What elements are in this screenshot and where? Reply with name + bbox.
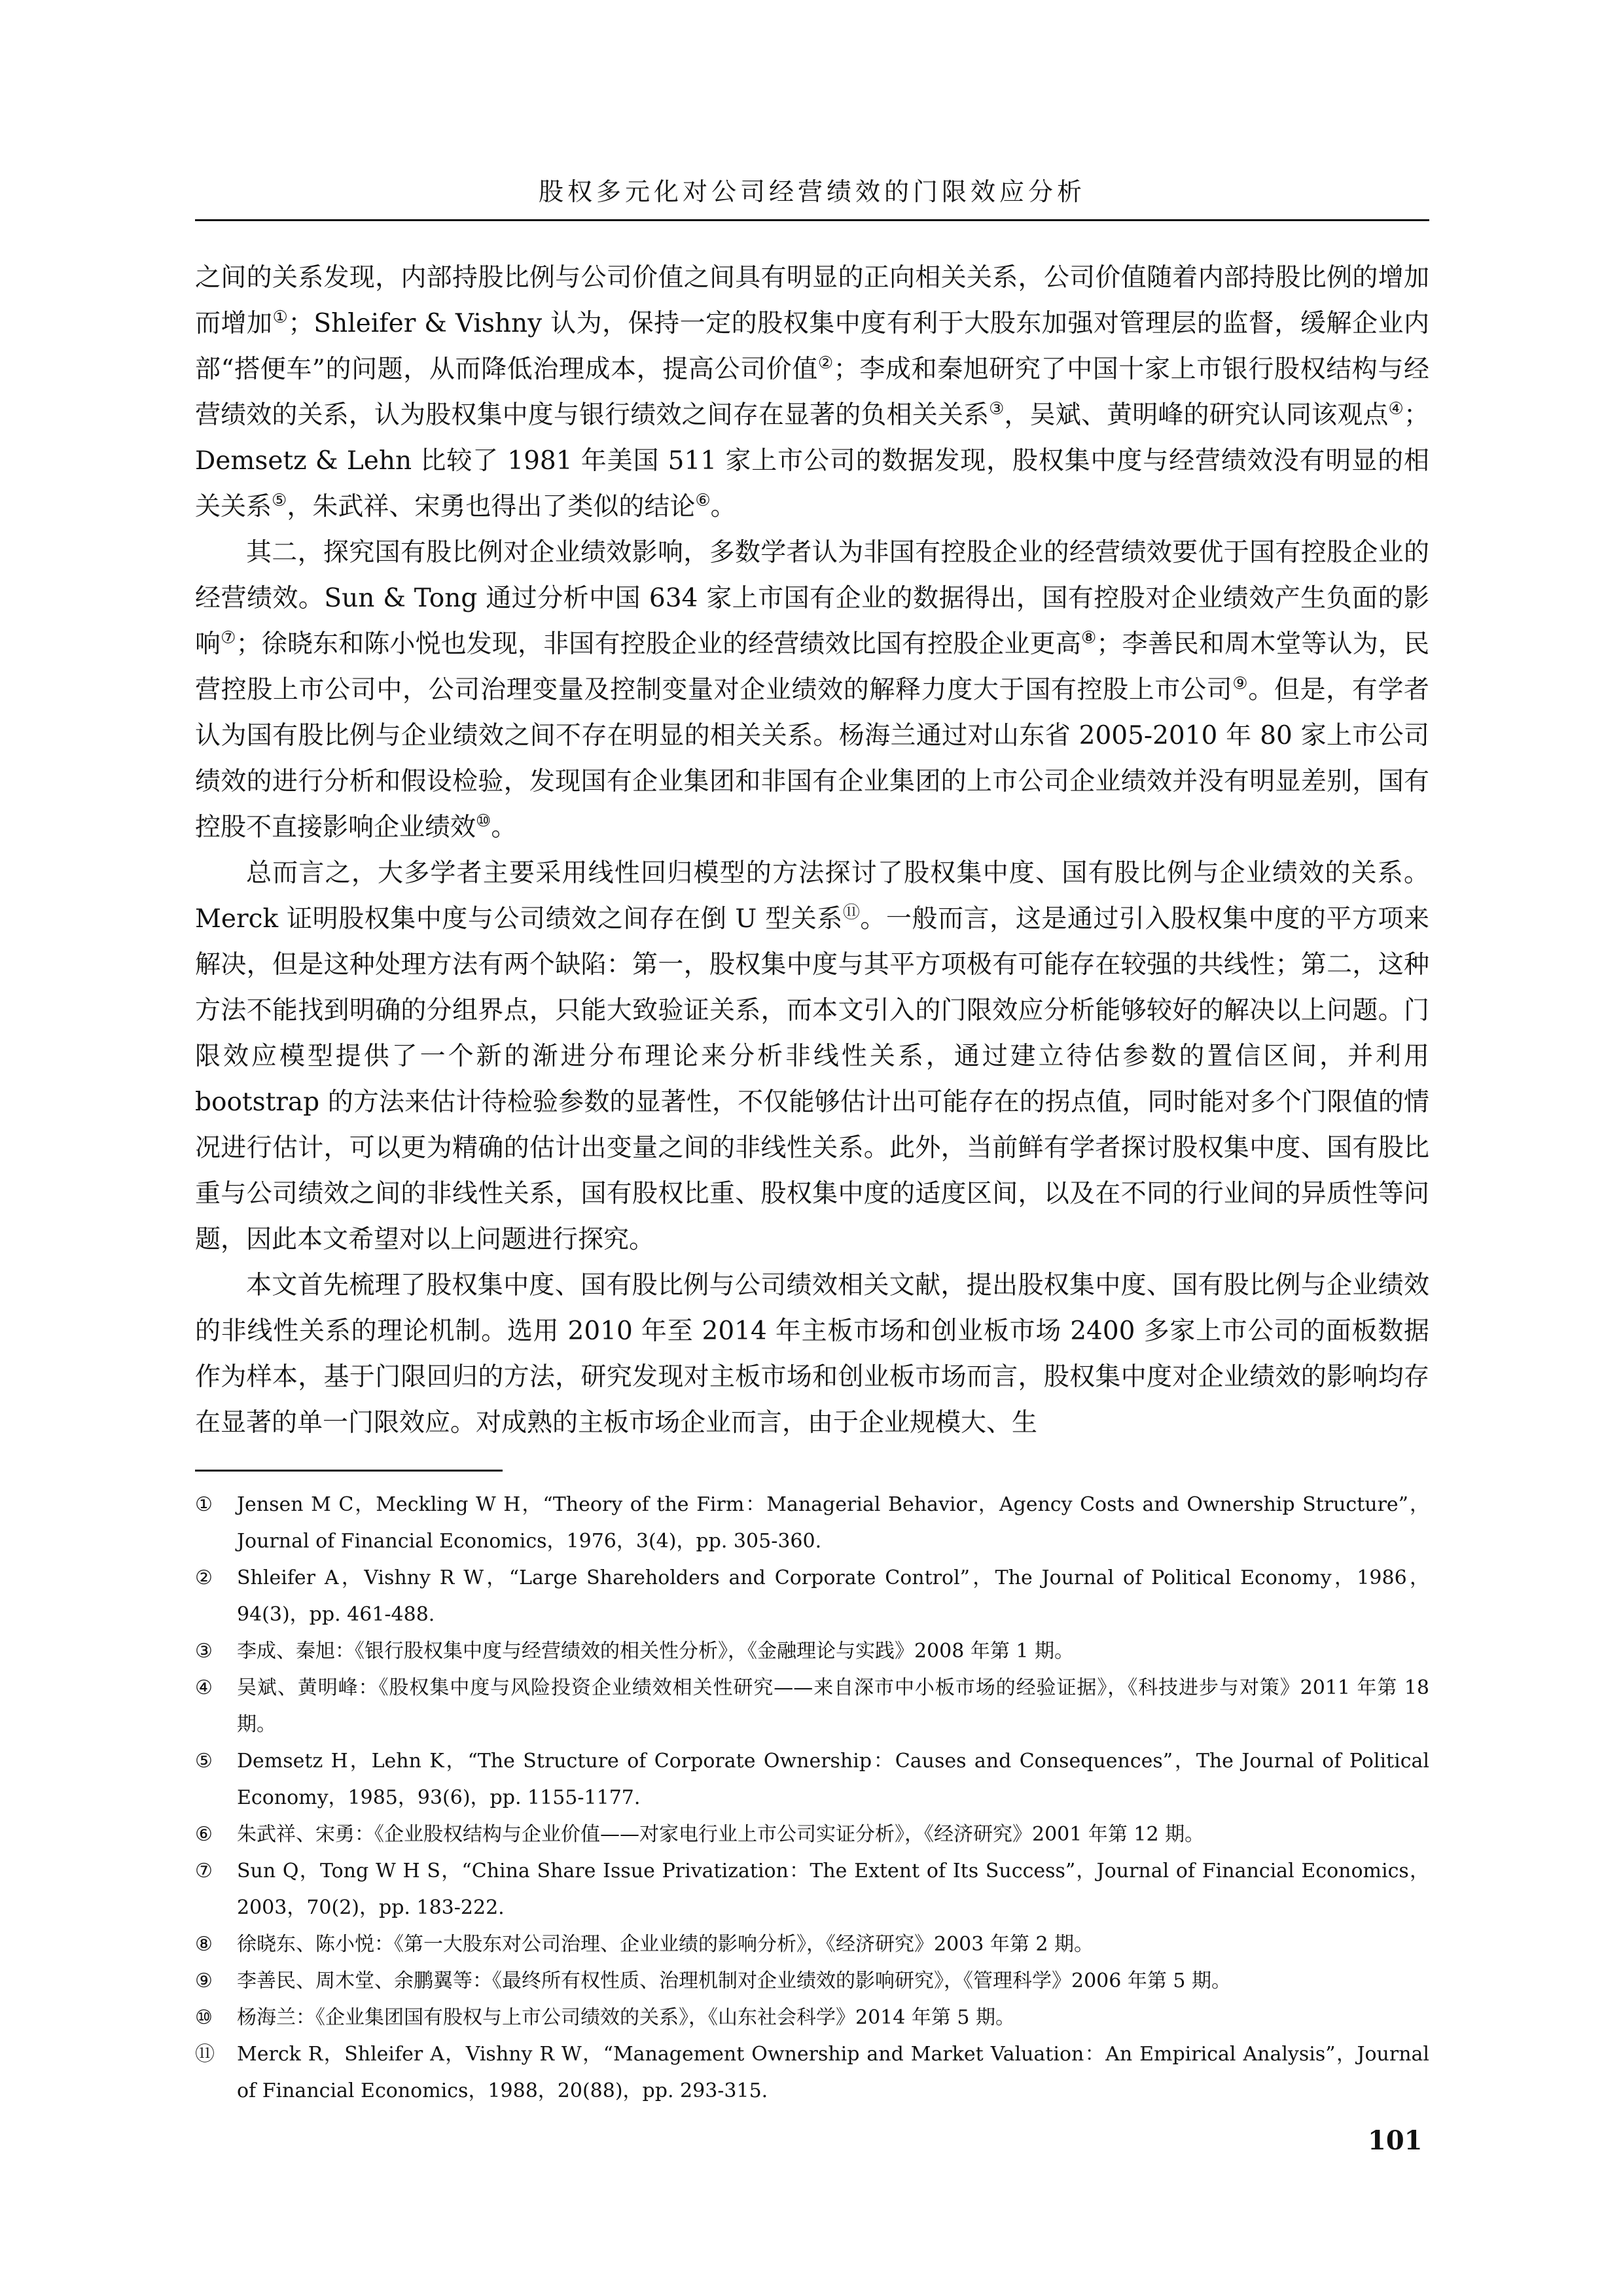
footnote-marker: ⑥ (695, 491, 711, 510)
footnote-number: ③ (195, 1640, 213, 1663)
footnote-number: ⑪ (195, 2043, 215, 2066)
footnote (195, 2000, 1429, 2036)
footnote-marker: ⑧ (1080, 628, 1097, 648)
paragraph-text: 。但是，有学者认为国有股比例与企业绩效之间不存在明显的相关关系。杨海兰通过对山东省 2005-2010 年 80 家上市公司绩效的进行分析和假设检验，发现国有企业集团和非国有企业集团的上市公司企业绩效并没有明显差别，国有控股不直接影响企业绩效 (195, 675, 1429, 842)
footnote-text: 吴斌、黄明峰：《股权集中度与风险投资企业绩效相关性研究——来自深市中小板市场的经验证据》，《科技进步与对策》2011 年第 18 期。 (237, 1676, 1429, 1736)
footnote (195, 2036, 1429, 2110)
footnote-marker: ② (817, 353, 834, 373)
footnote (195, 1743, 1429, 1816)
footnote (195, 1560, 1429, 1633)
footnote (195, 1487, 1429, 1560)
footnote-number: ⑦ (195, 1860, 213, 1882)
footnote-marker: ③ (989, 399, 1005, 419)
paragraph-text: ；徐晓东和陈小悦也发现，非国有控股企业的经营绩效比国有控股企业更高 (236, 629, 1081, 659)
paragraph-text: ；Demsetz & Lehn 比较了 1981 年美国 511 家上市公司的数据发现，股权集中度与经营绩效没有明显的相关关系 (195, 400, 1429, 521)
footnote-text: Sun Q，Tong W H S，“China Share Issue Privatization：The Extent of Its Success”，Journal of Financial Economics，2003，70(2)，pp. 183-222. (237, 1860, 1429, 1919)
footnote-number: ⑤ (195, 1750, 213, 1773)
footnote-text: 李成、秦旭：《银行股权集中度与经营绩效的相关性分析》，《金融理论与实践》2008 年第 1 期。 (237, 1640, 1075, 1663)
footnote-text: Demsetz H，Lehn K，“The Structure of Corporate Ownership：Causes and Consequences”，The Journal of Political Economy，1985，93(6)，pp. 1155-1177. (237, 1750, 1429, 1809)
footnote-text: Merck R，Shleifer A，Vishny R W，“Management Ownership and Market Valuation：An Empirical Analysis”，Journal of Financial Economics，1988，20(88)，pp. 293-315. (237, 2043, 1429, 2102)
paragraph-text: 本文首先梳理了股权集中度、国有股比例与公司绩效相关文献，提出股权集中度、国有股比例与企业绩效的非线性关系的理论机制。选用 2010 年至 2014 年主板市场和创业板市场 2400 多家上市公司的面板数据作为样本，基于门限回归的方法，研究发现对主板市场和创业板市场而言，股权集中度对企业绩效的影响均存在显著的单一门限效应。对成熟的主板市场企业而言，由于企业规模大、生 (195, 1271, 1429, 1438)
footnote-marker: ⑤ (272, 491, 287, 510)
footnote-number: ⑨ (195, 1969, 213, 1992)
body-paragraph (195, 851, 1429, 1263)
paragraph-text: ，吴斌、黄明峰的研究认同该观点 (1004, 400, 1389, 430)
footnote-text: 徐晓东、陈小悦：《第一大股东对公司治理、企业业绩的影响分析》，《经济研究》2003 年第 2 期。 (237, 1933, 1094, 1956)
footnote (195, 1926, 1429, 1963)
paragraph-text: 之间的关系发现，内部持股比例与公司价值之间具有明显的正向相关关系，公司价值随着内部持股比例的增加而增加 (195, 263, 1429, 338)
footnote-text: Jensen M C，Meckling W H，“Theory of the Firm：Managerial Behavior，Agency Costs and Ownership Structure”，Journal of Financial Economics，1976，3(4)，pp. 305-360. (237, 1493, 1429, 1553)
footnote-text: 李善民、周木堂、余鹏翼等：《最终所有权性质、治理机制对企业绩效的影响研究》，《管理科学》2006 年第 5 期。 (237, 1969, 1232, 1992)
footnote (195, 1633, 1429, 1670)
footnote-number: ① (195, 1493, 213, 1516)
body-paragraph (195, 255, 1429, 530)
footnote-number: ② (195, 1566, 213, 1589)
body-text (195, 255, 1429, 1446)
footnote-marker: ⑩ (476, 811, 491, 831)
footnote-number: ⑩ (195, 2006, 213, 2029)
footnote (195, 1816, 1429, 1853)
body-paragraph (195, 530, 1429, 851)
paragraph-text: ；李善民和周木堂等认为，民营控股上市公司中，公司治理变量及控制变量对企业绩效的解释力度大于国有控股上市公司 (195, 629, 1429, 705)
running-header-title: 股权多元化对公司经营绩效的门限效应分析 (538, 177, 1086, 206)
paragraph-text: ；李成和秦旭研究了中国十家上市银行股权结构与经营绩效的关系，认为股权集中度与银行绩效之间存在显著的负相关关系 (195, 355, 1429, 430)
footnote-text: 杨海兰：《企业集团国有股权与上市公司绩效的关系》，《山东社会科学》2014 年第 5 期。 (237, 2006, 1016, 2029)
footnote-text: 朱武祥、宋勇：《企业股权结构与企业价值——对家电行业上市公司实证分析》，《经济研究》2001 年第 12 期。 (237, 1823, 1205, 1846)
footnote-marker: ⑨ (1232, 674, 1249, 694)
footnotes (195, 1487, 1429, 2110)
footnote-marker: ① (272, 308, 289, 327)
body-paragraph (195, 1263, 1429, 1446)
footnote-number: ⑥ (195, 1823, 213, 1846)
footnote (195, 1670, 1429, 1743)
footnote-text: Shleifer A，Vishny R W，“Large Shareholders and Corporate Control”，The Journal of Political Economy，1986，94(3)，pp. 461-488. (237, 1566, 1429, 1626)
page-number: 101 (1368, 2125, 1423, 2156)
paragraph-text: ，朱武祥、宋勇也得出了类似的结论 (287, 492, 696, 521)
footnote (195, 1853, 1429, 1926)
paragraph-text: 。 (710, 492, 736, 521)
running-header (195, 171, 1429, 221)
footnote-rule (195, 1470, 503, 1472)
footnote (195, 1963, 1429, 2000)
footnote-marker: ④ (1388, 399, 1404, 419)
paragraph-text: 。 (491, 813, 517, 842)
paragraph-text: 。一般而言，这是通过引入股权集中度的平方项来解决，但是这种处理方法有两个缺陷：第一，股权集中度与其平方项极有可能存在较强的共线性；第二，这种方法不能找到明确的分组界点，只能大致验证关系，而本文引入的门限效应分析能够较好的解决以上问题。门限效应模型提供了一个新的渐进分布理论来分析非线性关系，通过建立待估参数的置信区间，并利用 bootstrap 的方法来估计待检验参数的显著性，不仅能够估计出可能存在的拐点值，同时能对多个门限值的情况进行估计，可以更为精确的估计出变量之间的非线性关系。此外，当前鲜有学者探讨股权集中度、国有股比重与公司绩效之间的非线性关系，国有股权比重、股权集中度的适度区间，以及在不同的行业间的异质性等问题，因此本文希望对以上问题进行探究。 (195, 904, 1429, 1254)
paragraph-text: ；Shleifer & Vishny 认为，保持一定的股权集中度有利于大股东加强对管理层的监督，缓解企业内部“搭便车”的问题，从而降低治理成本，提高公司价值 (195, 309, 1429, 384)
footnote-marker: ⑦ (221, 628, 236, 648)
paragraph-text: 其二，探究国有股比例对企业绩效影响，多数学者认为非国有控股企业的经营绩效要优于国有控股企业的经营绩效。Sun & Tong 通过分析中国 634 家上市国有企业的数据得出，国有控股对企业绩效产生负面的影响 (195, 538, 1429, 659)
footnote-marker: ⑪ (842, 903, 861, 923)
paragraph-text: 总而言之，大多学者主要采用线性回归模型的方法探讨了股权集中度、国有股比例与企业绩效的关系。Merck 证明股权集中度与公司绩效之间存在倒 U 型关系 (195, 858, 1429, 934)
footnote-number: ④ (195, 1676, 213, 1699)
footnote-number: ⑧ (195, 1933, 213, 1956)
